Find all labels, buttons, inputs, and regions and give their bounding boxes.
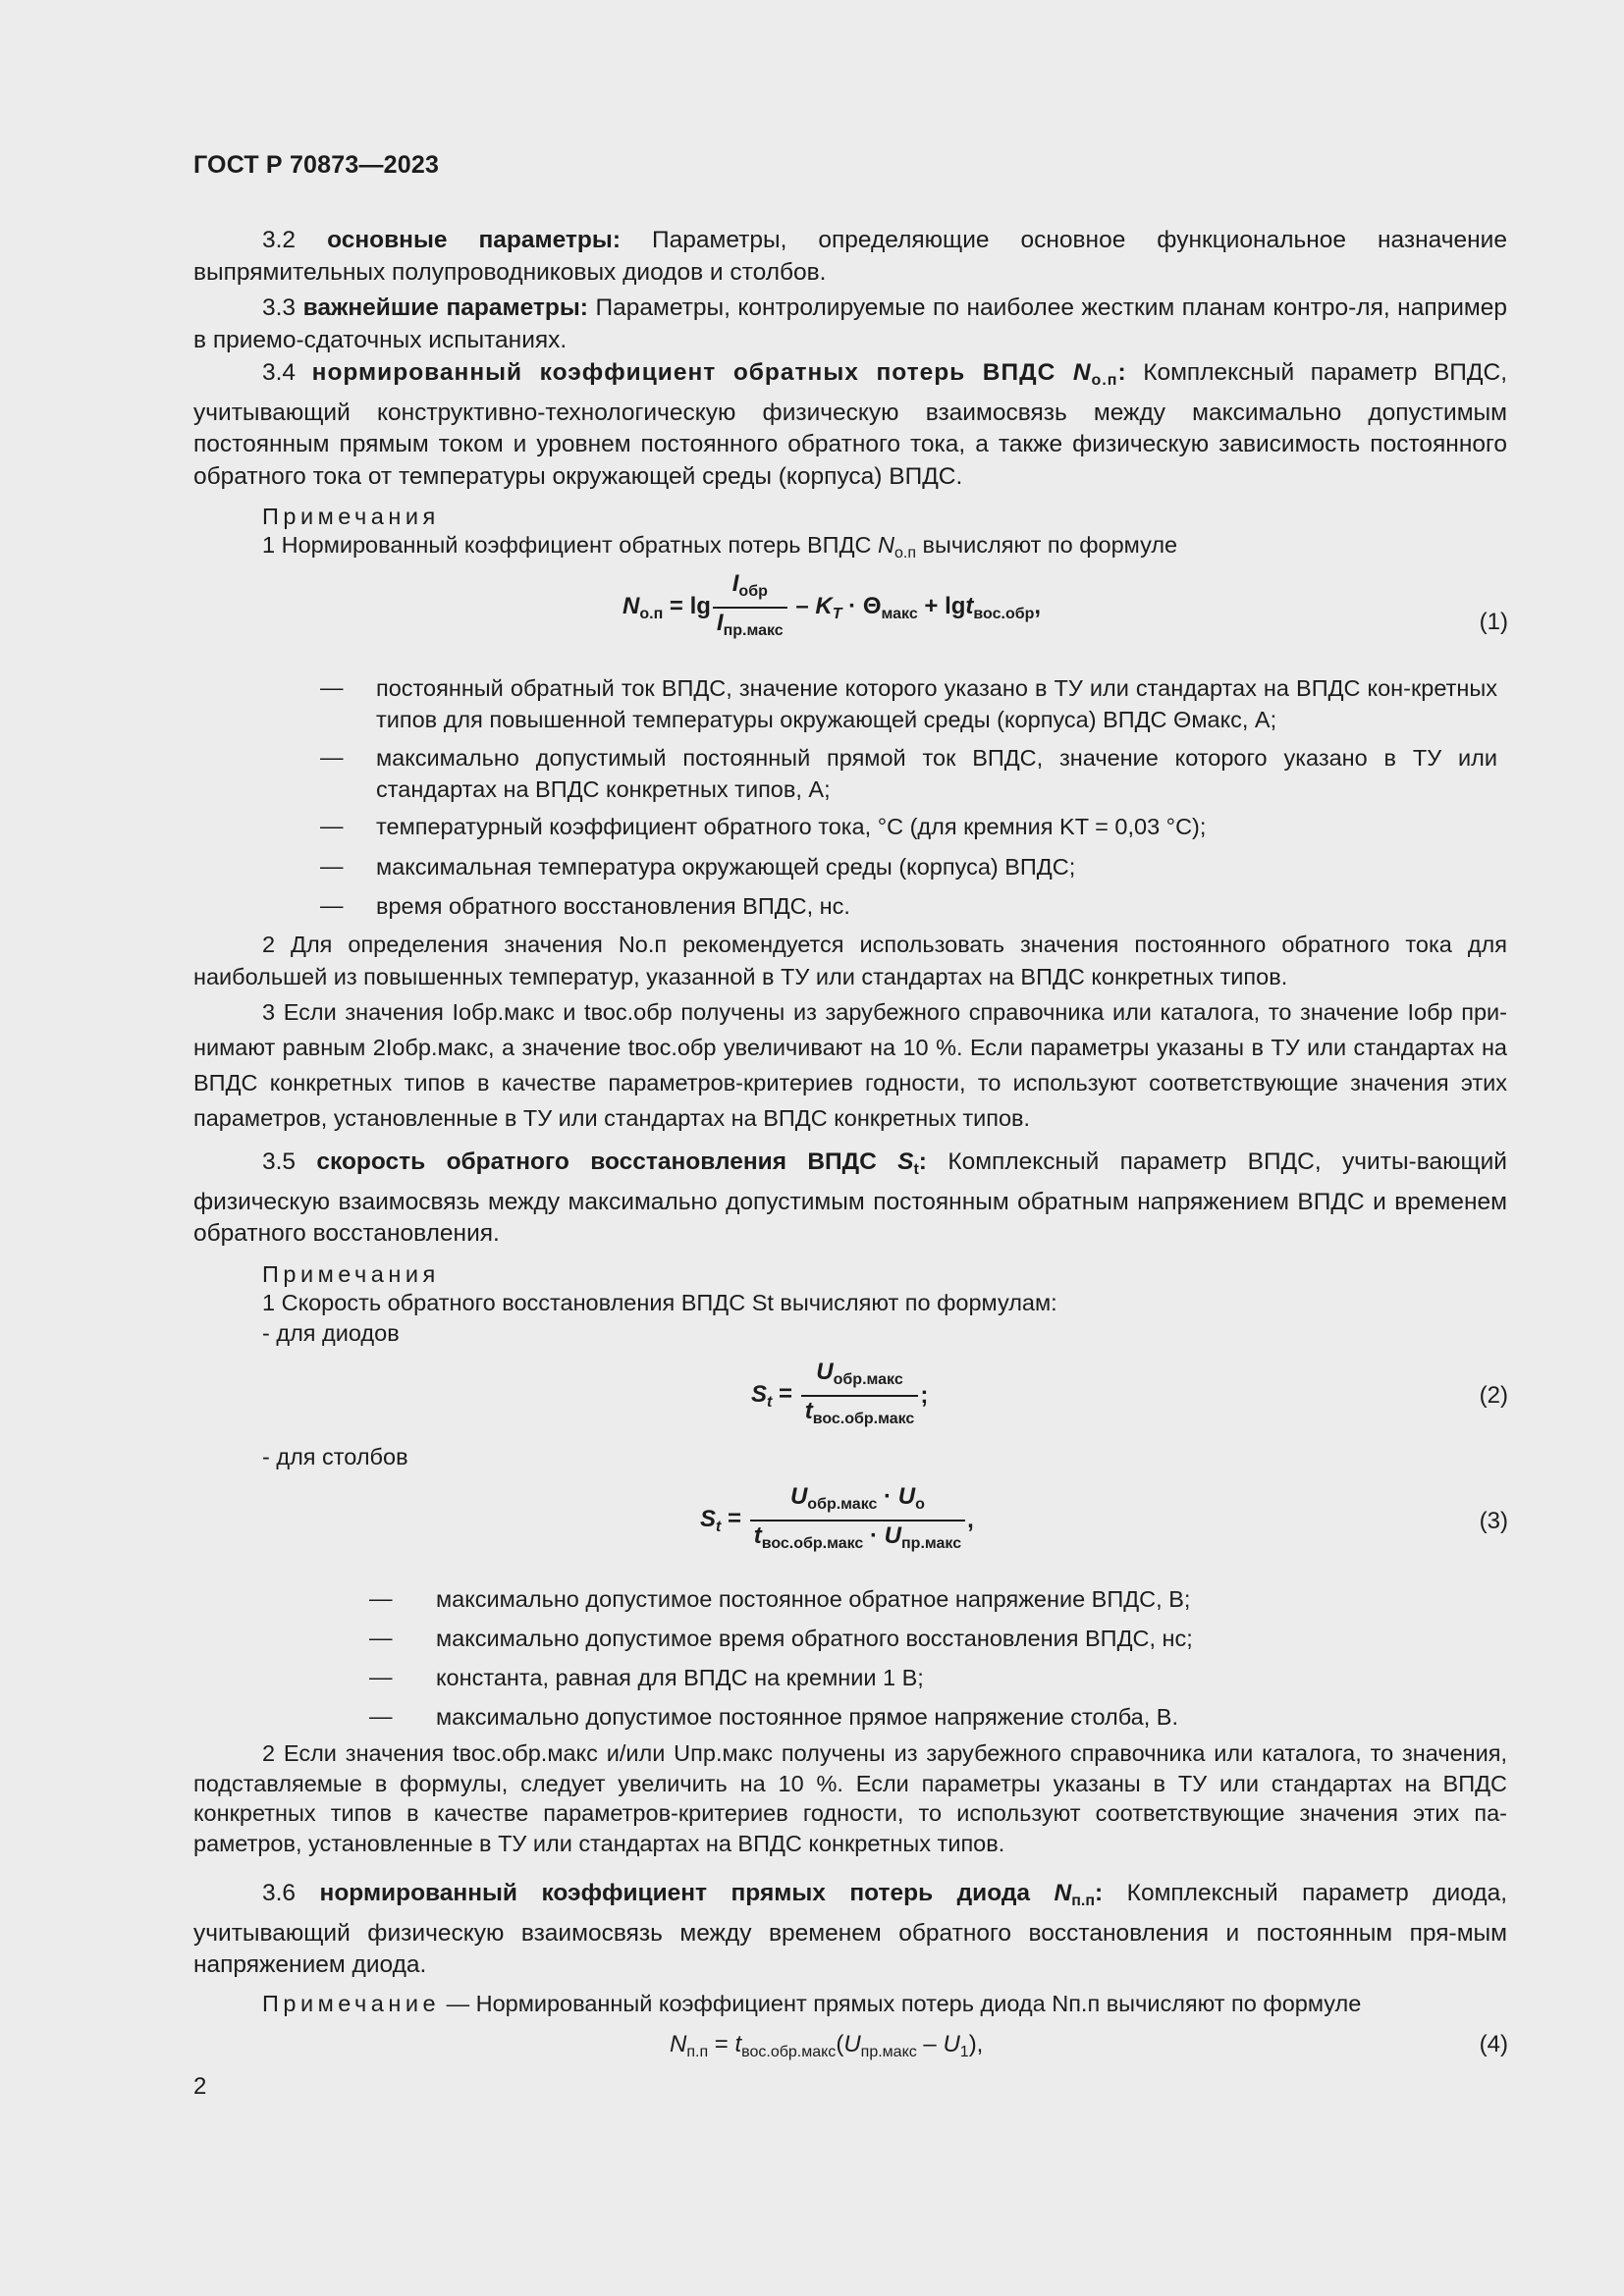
legend-definition: константа, равная для ВПДС на кремнии 1 В;: [436, 1665, 924, 1690]
definition-text: Комплексный параметр ВПДС, учиты-вающий физическую взаимосвязь между максимально допустимым постоянным обратным напряжением ВПДС и временем обратного восстановления.: [193, 1148, 1507, 1247]
legend-definition: максимальная температура окружающей среды (корпуса) ВПДС;: [376, 854, 1076, 880]
term: нормированный коэффициент обратных потерь ВПДС $N_{о.п}$:: [311, 359, 1127, 389]
clause-number: 3.4: [262, 359, 297, 386]
legend-definition: постоянный обратный ток ВПДС, значение которого указано в ТУ или стандартах на ВПДС кон-кретных типов для повышенной температуры окружающей среды (корпуса) ВПДС Θмакс, А;: [376, 675, 1497, 732]
definition-3-4: [193, 357, 1507, 493]
definition-text: Комплексный параметр ВПДС, учитывающий конструктивно-технологическую физическую взаимосвязь между максимально допустимым постоянным прямым током и уровнем постоянного обратного тока, а также физическую зависимость постоянного обратного тока от температуры окружающей среды (корпуса) ВПДС.: [193, 359, 1508, 490]
formula-2: $S_t$ = $\frac{U_{обр.макс}}{t_{вос.обр.макс}}$ ;: [751, 1359, 929, 1427]
definition-text: Параметры, определяющие основное функциональное назначение выпрямительных полупроводниковых диодов и столбов.: [193, 227, 1507, 286]
document-header: ГОСТ Р 70873—2023: [193, 151, 440, 179]
legend-definition: температурный коэффициент обратного тока, °С (для кремния KT = 0,03 °С);: [376, 814, 1207, 839]
legend-definition: максимально допустимое время обратного восстановления ВПДС, нс;: [436, 1626, 1193, 1651]
formula-3: $S_t$ = $\frac{U_{обр.макс} \cdot U_о}{t_{вос.обр.макс} \cdot U_{пр.макс}}$ ,: [700, 1483, 974, 1552]
legend-definition: максимально допустимое постоянное прямое напряжение столба, В.: [436, 1704, 1178, 1730]
definition-text: Комплексный параметр диода, учитывающий физическую взаимосвязь между временем обратного восстановления и постоянным пря-мым напряжением диода.: [193, 1880, 1508, 1978]
definition-3-5: [193, 1147, 1507, 1251]
note-3-6: Примечание — Нормированный коэффициент прямых потерь диода Nп.п вычисляют по формуле: [262, 1991, 1362, 2016]
formula-3-number: (3): [1479, 1508, 1508, 1534]
page-number: 2: [193, 2073, 207, 2100]
for-diodes-label: - для диодов: [262, 1320, 400, 1346]
legend-definition: время обратного восстановления ВПДС, нс.: [376, 893, 850, 919]
term: основные параметры:: [327, 227, 621, 253]
formula-2-number: (2): [1479, 1382, 1508, 1409]
term: скорость обратного восстановления ВПДС $S_t$:: [316, 1148, 927, 1178]
definition-3-2: [193, 225, 1507, 289]
clause-number: 3.2: [262, 227, 297, 253]
definition-3-3: [193, 293, 1507, 356]
formula-1: $N_{о.п} = \lg$ $\frac{I_{обр}}{I_{пр.макс}}$ – $K_T \cdot \Theta_{макс} + \lg t_{вос.обр}$,: [623, 570, 1042, 639]
note-3-4-1: 1 Нормированный коэффициент обратных потерь ВПДС $N_{о.п}$ вычисляют по формуле: [262, 532, 1178, 561]
formula-1-number: (1): [1479, 609, 1508, 635]
note-3-4-2: 2 Для определения значения Nо.п рекомендуется использовать значения постоянного обратного тока для наибольшей из повышенных температур, указанной в ТУ или стандартах на ВПДС конкретных типов.: [193, 932, 1507, 989]
notes-heading: Примечания: [262, 504, 440, 529]
for-stacks-label: - для столбов: [262, 1444, 408, 1469]
note-3-4-3: 3 Если значения Iобр.макс и tвос.обр получены из зарубежного справочника или каталога, то значение Iобр при-нимают равным 2Iобр.макс, а значение tвос.обр увеличивают на 10 %. Если параметры указаны в ТУ или стандартах на ВПДС конкретных типов в качестве параметров-критериев годности, то используют соответствующие значения этих параметров, установленные в ТУ или стандартах на ВПДС конкретных типов.: [193, 999, 1507, 1131]
formula-4-number: (4): [1479, 2031, 1508, 2057]
legend-definition: максимально допустимое постоянное обратное напряжение ВПДС, В;: [436, 1586, 1191, 1612]
term: нормированный коэффициент прямых потерь диода $N_{п.п}$:: [319, 1880, 1104, 1909]
definition-3-6: [193, 1878, 1507, 1982]
formula-4: $N_{п.п} = t_{вос.обр.макс}(U_{пр.макс} - U_1)$,: [670, 2031, 984, 2060]
note-3-5-1: 1 Скорость обратного восстановления ВПДС St вычисляют по формулам:: [262, 1290, 1057, 1315]
document-page: ГОСТ Р 70873—2023 3.2 основные параметры: Параметры, определяющие основное функциональное назначение выпрямительных полупроводниковых диодов и столбов. 3.3 важнейшие параметры: Параметры, контролируемые по наиболее жестким планам контро-ля, например в приемо-сдаточных испытаниях. 3.4 нормированный коэффициент обратных потерь ВПДС $N_{о.п}$: Комплексный параметр ВПДС, учитывающий конструктивно-технологическую физическую взаимосвязь между максимально допустимым постоянным прямым током и уровнем постоянного обратного тока, а также физическую зависимость постоянного обратного тока от температуры окружающей среды (корпуса) ВПДС. Примечания 1 Нормированный коэффициент обратных потерь ВПДС $N_{о.п}$ вычисляют по формуле $N_{о.п} = \lg$ $\frac{I_{обр}}{I_{пр.макс}}$ – $K_T \cdot \Theta_{макс} + \lg t_{вос.обр}$, (1) — постоянный обратный ток ВПДС, значение которого указано в ТУ или стандартах на ВПДС кон-кретных типов для повышенной температуры окружающей среды (корпуса) ВПДС Θмакс, А; — максимально допустимый постоянный прямой ток ВПДС, значение которого указано в ТУ или стандартах на ВПДС конкретных типов, А; — температурный коэффициент обратного тока, °С (для кремния KT = 0,03 °С); — максимальная температура окружающей среды (корпуса) ВПДС; — время обратного восстановления ВПДС, нс. 2 Для определения значения Nо.п рекомендуется использовать значения постоянного обратного тока для наибольшей из повышенных температур, указанной в ТУ или стандартах на ВПДС конкретных типов. 3 Если значения Iобр.макс и tвос.обр получены из зарубежного справочника или каталога, то значение Iобр при-нимают равным 2Iобр.макс, а значение tвос.обр увеличивают на 10 %. Если параметры указаны в ТУ или стандартах на ВПДС конкретных типов в качестве параметров-критериев годности, то используют соответствующие значения этих параметров, установленные в ТУ или стандартах на ВПДС конкретных типов. 3.5 скорость обратного восстановления ВПДС $S_t$: Комплексный параметр ВПДС, учиты-вающий физическую взаимосвязь между максимально допустимым постоянным обратным напряжением ВПДС и временем обратного восстановления. Примечания 1 Скорость обратного восстановления ВПДС St вычисляют по формулам: - для диодов $S_t$ = $\frac{U_{обр.макс}}{t_{вос.обр.макс}}$ ; (2) - для столбов $S_t$ = $\frac{U_{обр.макс} \cdot U_о}{t_{вос.обр.макс} \cdot U_{пр.макс}}$ , (3) — максимально допустимое постоянное обратное напряжение ВПДС, В; — максимально допустимое время обратного восстановления ВПДС, нс; — константа, равная для ВПДС на кремнии 1 В; — максимально допустимое постоянное прямое напряжение столба, В. 2 Если значения tвос.обр.макс и/или Uпр.макс получены из зарубежного справочника или каталога, то значения, подставляемые в формулы, следует увеличить на 10 %. Если параметры указаны в ТУ или стандартах на ВПДС конкретных типов в качестве параметров-критериев годности, то используют соответствующие значения этих па-раметров, установленные в ТУ или стандартах на ВПДС конкретных типов. 3.6 нормированный коэффициент прямых потерь диода $N_{п.п}$: Комплексный параметр диода, учитывающий физическую взаимосвязь между временем обратного восстановления и постоянным пря-мым напряжением диода. Примечание — Нормированный коэффициент прямых потерь диода Nп.п вычисляют по формуле $N_{п.п} = t_{вос.обр.макс}(U_{пр.макс} - U_1)$, (4) 2: [193, 151, 1508, 2100]
legend-definition: максимально допустимый постоянный прямой ток ВПДС, значение которого указано в ТУ или стандартах на ВПДС конкретных типов, А;: [376, 745, 1497, 802]
note-3-5-2: 2 Если значения tвос.обр.макс и/или Uпр.макс получены из зарубежного справочника или каталога, то значения, подставляемые в формулы, следует увеличить на 10 %. Если параметры указаны в ТУ или стандартах на ВПДС конкретных типов в качестве параметров-критериев годности, то используют соответствующие значения этих па-раметров, установленные в ТУ или стандартах на ВПДС конкретных типов.: [193, 1740, 1507, 1856]
clause-number: 3.3: [262, 294, 297, 321]
notes-heading: Примечания: [262, 1261, 440, 1287]
definition-text: Параметры, контролируемые по наиболее жестким планам контро-ля, например в приемо-сдаточных испытаниях.: [193, 294, 1507, 353]
clause-number: 3.6: [262, 1880, 297, 1906]
term: важнейшие параметры:: [302, 294, 588, 321]
clause-number: 3.5: [262, 1148, 297, 1175]
